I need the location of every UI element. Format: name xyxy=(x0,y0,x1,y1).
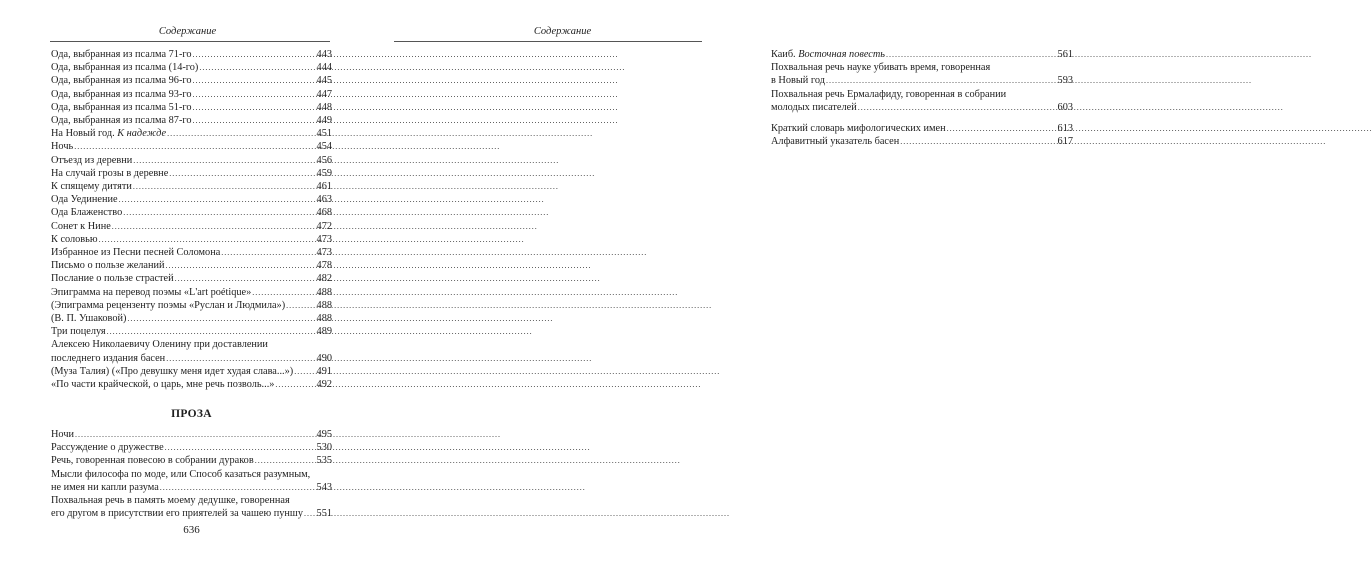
right-page xyxy=(375,0,1073,571)
dot-leader xyxy=(199,61,315,74)
toc-entry-title xyxy=(51,48,192,61)
toc-entry-page: 444 xyxy=(316,62,332,74)
toc-entry-title-line: Похвальная речь Ермалафиду, говоренная в собрании xyxy=(771,88,1007,100)
toc-entry-title xyxy=(771,122,946,135)
toc-entry xyxy=(51,299,332,312)
toc-entry-title-text: не имея ни капли разума xyxy=(51,481,159,493)
toc-entry-title xyxy=(771,101,857,114)
toc-entry-title-text: Ода Блаженство xyxy=(51,207,123,219)
toc-entry-page: 603 xyxy=(1057,101,1073,113)
toc-entry-title-text: К спящему дитяти xyxy=(51,181,132,193)
dot-leader xyxy=(107,325,316,338)
toc-entry xyxy=(51,114,332,127)
dot-leader xyxy=(286,299,315,312)
section-title: ПРОЗА xyxy=(171,408,212,420)
toc-entry-page: 593 xyxy=(1057,75,1073,87)
spacer xyxy=(771,114,1073,122)
toc-entry-page: 561 xyxy=(1057,49,1073,60)
toc-entry xyxy=(51,220,332,233)
toc-entry xyxy=(51,454,332,467)
toc-entry-title-line: Алексею Николаевичу Оленину при доставлении xyxy=(51,339,268,351)
dot-leader xyxy=(858,101,1057,114)
dot-leader xyxy=(193,74,316,87)
toc-entry-title-text: «По части крайческой, о царь, мне речь позволь...» xyxy=(51,379,275,391)
toc-entry-title-text: Избранное из Песни песней Соломона xyxy=(51,247,221,259)
toc-entry-page: 492 xyxy=(316,379,332,391)
toc-entry-page: 491 xyxy=(316,365,332,377)
toc-entry-title xyxy=(51,180,132,193)
toc-entry-page: 463 xyxy=(316,194,332,206)
toc-entry xyxy=(51,233,332,246)
toc-entry-page: 472 xyxy=(316,220,332,232)
header-rule xyxy=(50,41,330,42)
toc-entry-title-text: Сонет к Нине xyxy=(51,220,111,232)
toc-entry-page: 613 xyxy=(1057,123,1073,135)
toc-entry-page: 543 xyxy=(316,481,332,493)
toc-entry-title-text: Ода, выбранная из псалма 93-го xyxy=(51,88,192,100)
toc-entry-page: 473 xyxy=(316,233,332,245)
toc-entry-title-text: Ода, выбранная из псалма 87-го xyxy=(51,115,192,127)
toc-entry-page: 530 xyxy=(316,442,332,454)
dot-leader xyxy=(193,114,316,127)
toc-entry-title xyxy=(51,74,192,87)
toc-entry-page: 488 xyxy=(316,299,332,311)
toc-entry-title xyxy=(51,193,118,206)
toc-entry-title-text: К соловью xyxy=(51,233,98,245)
toc-entry-title-text: Эпиграмма на перевод поэмы «L'art poétique» xyxy=(51,286,252,298)
toc-entry-title xyxy=(51,101,192,114)
toc-entry-title xyxy=(51,206,122,219)
toc-entry-title xyxy=(51,325,106,338)
toc-entry-title xyxy=(51,507,303,520)
dot-leader xyxy=(119,193,316,206)
toc-entry xyxy=(51,61,332,74)
toc-entry-page: 489 xyxy=(316,326,332,338)
toc-entry xyxy=(51,74,332,87)
toc-entry-title-text: Ночь xyxy=(51,141,74,153)
toc-entry-title xyxy=(51,481,159,494)
toc-entry-page: 461 xyxy=(316,181,332,193)
dot-leader xyxy=(74,140,315,153)
toc-entry xyxy=(51,140,332,153)
toc-entry-title xyxy=(51,127,166,140)
toc-entry-title-text: в Новый год xyxy=(771,75,825,87)
page-number: 636 xyxy=(183,524,200,536)
dot-leader xyxy=(75,428,316,441)
dot-leader xyxy=(193,88,316,101)
toc-entry xyxy=(51,365,332,378)
toc-entry-page: 448 xyxy=(316,101,332,113)
toc-entry-title xyxy=(51,378,274,391)
toc-entry xyxy=(771,48,1073,61)
dot-leader xyxy=(193,48,316,61)
dot-leader xyxy=(127,312,315,325)
toc-entry xyxy=(51,494,332,520)
dot-leader xyxy=(193,101,316,114)
toc-entry-title-text: Ода, выбранная из псалма 71-го xyxy=(51,49,192,60)
toc-entry-title-line: Похвальная речь в память моему дедушке, говоренная xyxy=(51,495,290,507)
dot-leader xyxy=(160,481,316,494)
dot-leader xyxy=(294,365,315,378)
toc-entry-title-line: Мысли философа по моде, или Способ казаться разумным, xyxy=(51,468,311,480)
toc-entry-title-text: (В. П. Ушаковой) xyxy=(51,313,127,325)
toc-entry-page: 451 xyxy=(316,128,332,140)
dot-leader xyxy=(112,220,316,233)
toc-list xyxy=(771,48,1073,148)
toc-entry xyxy=(51,154,332,167)
toc-entry-page: 495 xyxy=(316,429,332,440)
toc-entry-page: 617 xyxy=(1057,136,1073,148)
toc-entry xyxy=(51,259,332,272)
dot-leader xyxy=(886,48,1057,61)
toc-entry-title-text: Отъезд из деревни xyxy=(51,154,133,166)
dot-leader xyxy=(175,272,316,285)
toc-entry-title xyxy=(51,220,111,233)
prose-toc-list xyxy=(51,428,332,520)
toc-entry xyxy=(51,127,332,140)
toc-entry-title xyxy=(51,233,98,246)
toc-entry-title xyxy=(771,74,825,87)
toc-entry-title-text: На Новый год. xyxy=(51,128,118,140)
toc-entry xyxy=(51,338,332,364)
toc-entry-page: 482 xyxy=(316,273,332,285)
toc-entry-page: 468 xyxy=(316,207,332,219)
toc-entry-title xyxy=(51,61,198,74)
toc-entry xyxy=(51,88,332,101)
toc-entry-title xyxy=(51,299,285,312)
toc-entry xyxy=(51,48,332,61)
dot-leader xyxy=(133,180,316,193)
dot-leader xyxy=(133,154,315,167)
toc-entry xyxy=(51,312,332,325)
toc-entry-page: 456 xyxy=(316,154,332,166)
dot-leader xyxy=(900,135,1056,148)
toc-entry-title-text: Ода Уединение xyxy=(51,194,118,206)
toc-entry xyxy=(51,378,332,391)
toc-entry-title xyxy=(51,286,251,299)
dot-leader xyxy=(165,441,316,454)
toc-entry-title xyxy=(51,88,192,101)
toc-entry xyxy=(771,88,1073,114)
dot-leader xyxy=(275,378,315,391)
toc-entry-title-line: Похвальная речь науке убивать время, говоренная xyxy=(771,62,991,74)
toc-entry-title xyxy=(51,259,165,272)
toc-entry-title xyxy=(51,441,164,454)
toc-entry-title xyxy=(771,135,899,148)
dot-leader xyxy=(123,206,315,219)
toc-entry-title xyxy=(51,365,293,378)
toc-entry-title-text: молодых писателей xyxy=(771,101,857,113)
dot-leader xyxy=(826,74,1057,87)
toc-entry-title-text: Письмо о пользе желаний xyxy=(51,260,165,272)
toc-entry xyxy=(51,167,332,180)
dot-leader xyxy=(167,127,315,140)
toc-entry xyxy=(51,325,332,338)
toc-entry-title xyxy=(51,272,174,285)
toc-entry-page: 535 xyxy=(316,455,332,467)
toc-entry-title-text: Речь, говоренная повесою в собрании дураков xyxy=(51,455,254,467)
toc-entry-subtitle: К надежде xyxy=(117,128,167,140)
toc-entry-title-text: Рассуждение о дружестве xyxy=(51,442,164,454)
left-page xyxy=(0,0,375,571)
toc-entry-title-text: Ода, выбранная из псалма (14-го) xyxy=(51,62,199,74)
toc-entry xyxy=(51,286,332,299)
toc-entry-title-text: Каиб. xyxy=(771,49,799,60)
toc-entry-title-text: Ода, выбранная из псалма 51-го xyxy=(51,101,192,113)
toc-entry-page: 449 xyxy=(316,115,332,127)
toc-entry-title xyxy=(51,428,74,441)
running-head: Содержание xyxy=(158,26,217,37)
toc-entry-title-text: На случай грозы в деревне xyxy=(51,167,169,179)
toc-entry-title-text: Три поцелуя xyxy=(51,326,106,338)
toc-entry-title xyxy=(51,114,192,127)
toc-entry-page: 459 xyxy=(316,167,332,179)
toc-entry-title xyxy=(51,154,132,167)
toc-entry-title xyxy=(51,140,73,153)
running-head: Содержание xyxy=(533,26,592,37)
toc-entry xyxy=(51,441,332,454)
dot-leader xyxy=(947,122,1057,135)
toc-entry xyxy=(771,61,1073,87)
header-rule xyxy=(394,41,702,42)
toc-entry-title-text: последнего издания басен xyxy=(51,352,166,364)
toc-entry-title-text: (Муза Талия) («Про девушку меня идет худая слава...») xyxy=(51,365,294,377)
toc-entry-page: 443 xyxy=(316,49,332,60)
toc-list xyxy=(51,48,332,391)
toc-entry-page: 488 xyxy=(316,286,332,298)
toc-entry-title xyxy=(51,454,254,467)
toc-entry-title-text: Ночи xyxy=(51,429,75,440)
toc-entry xyxy=(51,468,332,494)
toc-entry-title-text: Ода, выбранная из псалма 96-го xyxy=(51,75,192,87)
toc-entry xyxy=(51,193,332,206)
toc-entry-page: 478 xyxy=(316,260,332,272)
toc-entry-page: 445 xyxy=(316,75,332,87)
dot-leader xyxy=(169,167,315,180)
toc-entry xyxy=(51,272,332,285)
dot-leader xyxy=(99,233,316,246)
toc-entry-subtitle: Восточная повесть xyxy=(798,49,885,60)
toc-entry xyxy=(51,180,332,193)
toc-entry-title-text: Послание о пользе страстей xyxy=(51,273,174,285)
dot-leader xyxy=(255,454,316,467)
toc-entry xyxy=(51,428,332,441)
dot-leader xyxy=(166,259,316,272)
toc-entry-title-text: его другом в присутствии его приятелей за чашею пуншу xyxy=(51,508,304,520)
toc-entry-page: 551 xyxy=(316,508,332,520)
toc-entry-title-text: Алфавитный указатель басен xyxy=(771,136,900,148)
toc-entry-title xyxy=(51,246,220,259)
toc-entry-page: 473 xyxy=(316,247,332,259)
toc-entry xyxy=(51,246,332,259)
toc-entry-page: 447 xyxy=(316,88,332,100)
dot-leader xyxy=(221,246,315,259)
toc-entry-title xyxy=(51,167,168,180)
toc-entry xyxy=(51,101,332,114)
toc-entry xyxy=(771,122,1073,135)
toc-entry-title-text: Краткий словарь мифологических имен xyxy=(771,123,946,135)
dot-leader xyxy=(252,286,315,299)
toc-entry-title xyxy=(51,312,126,325)
toc-entry-page: 488 xyxy=(316,313,332,325)
dot-leader xyxy=(304,507,316,520)
toc-entry-title-text: (Эпиграмма рецензенту поэмы «Руслан и Людмила») xyxy=(51,299,286,311)
toc-entry-title xyxy=(771,48,885,61)
toc-entry xyxy=(771,135,1073,148)
toc-entry-title xyxy=(51,352,165,365)
toc-entry-page: 490 xyxy=(316,352,332,364)
toc-entry xyxy=(51,206,332,219)
dot-leader xyxy=(166,352,315,365)
toc-entry-page: 454 xyxy=(316,141,332,153)
